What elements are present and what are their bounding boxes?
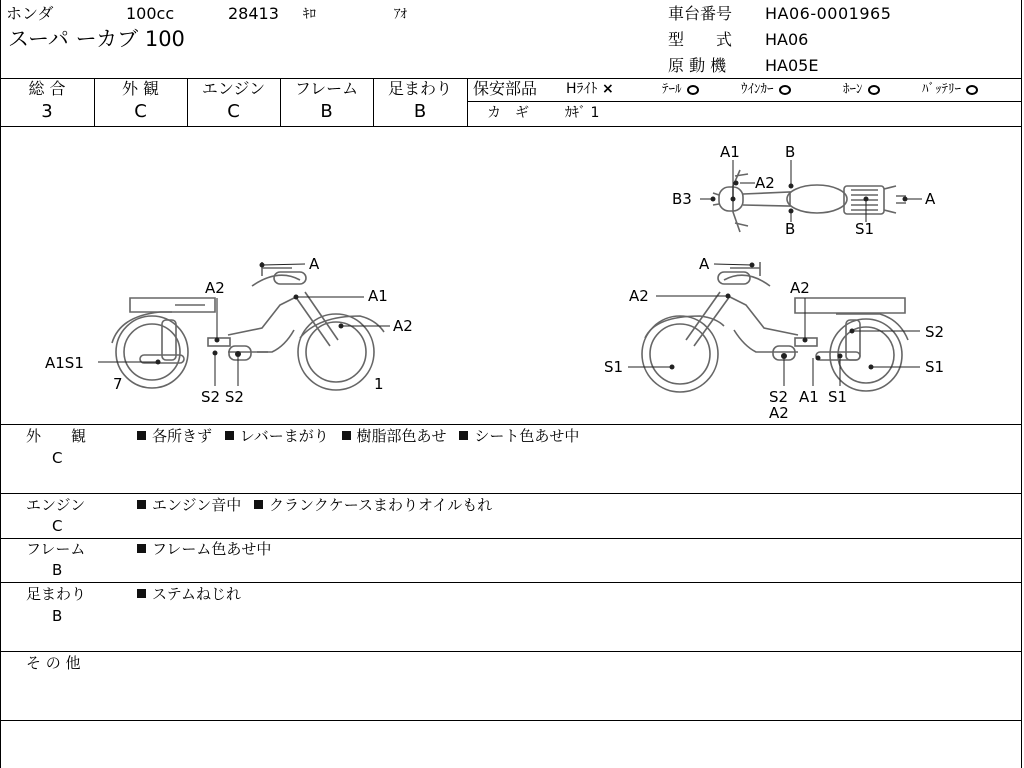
left-label: A1 — [368, 287, 388, 305]
bullet-square-icon — [137, 544, 146, 553]
bullet-square-icon — [225, 431, 234, 440]
note-item: 樹脂部色あせ — [356, 427, 447, 445]
right-label: A2 — [769, 404, 789, 422]
ok-circle-icon — [687, 85, 699, 95]
left-label: A2 — [393, 317, 413, 335]
note-category: 外 観 — [26, 427, 87, 445]
type-value: HA06 — [765, 30, 809, 49]
note-items-frame — [137, 542, 271, 557]
note-category: フレーム — [26, 540, 86, 558]
note-grade: C — [52, 517, 63, 535]
engine-label: 原 動 機 — [668, 56, 727, 75]
bullet-square-icon — [459, 431, 468, 440]
diagram-bottom — [0, 424, 1022, 425]
bullet-square-icon — [137, 500, 146, 509]
grade-engine: C — [227, 101, 240, 122]
mileage-unit: ｷﾛ — [303, 7, 316, 22]
model-name: スーパ ーカブ 100 — [8, 27, 185, 51]
right-label: S2 — [925, 323, 945, 341]
top-label: S1 — [855, 220, 875, 238]
note-item: エンジン音中 — [152, 496, 242, 514]
winker-label: ｳｲﾝｶｰ — [741, 82, 774, 97]
grade-header-exterior: 外 観 — [121, 79, 160, 98]
notes-divider — [0, 582, 1022, 583]
note-grade: B — [52, 561, 63, 579]
grade-header-overall: 総 合 — [28, 79, 66, 98]
notes-divider — [0, 493, 1022, 494]
safety-item-battery — [922, 83, 978, 96]
bullet-square-icon — [254, 500, 263, 509]
grade-header-suspension: 足まわり — [387, 79, 452, 98]
right-label: A2 — [629, 287, 649, 305]
right-label: S1 — [925, 358, 945, 376]
note-item: ステムねじれ — [152, 585, 241, 603]
motorcycle-top-view — [713, 170, 906, 232]
maker: ホンダ — [6, 4, 54, 23]
safety-title: 保安部品 — [473, 79, 538, 98]
left-label: A1S1 — [45, 354, 84, 372]
horn-label: ﾎｰﾝ — [843, 82, 863, 97]
type-label: 型 式 — [668, 30, 733, 49]
top-label: A2 — [755, 174, 775, 192]
top-label: B — [785, 143, 796, 161]
note-grade: B — [52, 607, 63, 625]
mileage: 28413 — [228, 4, 279, 23]
note-items-exterior — [137, 429, 579, 444]
grade-header-engine: エンジン — [201, 79, 266, 98]
right-label: A2 — [790, 279, 810, 297]
grade-header-frame: フレーム — [294, 79, 359, 98]
left-label: S2 S2 — [201, 388, 244, 406]
engine-value: HA05E — [765, 56, 819, 75]
right-label: S1 — [828, 388, 848, 406]
note-item: フレーム色あせ中 — [152, 540, 272, 558]
left-label: A2 — [205, 279, 225, 297]
grade-divider — [467, 78, 468, 126]
top-label: A — [925, 190, 936, 208]
right-label: A — [699, 255, 710, 273]
ok-circle-icon — [966, 85, 978, 95]
bullet-square-icon — [137, 431, 146, 440]
safety-divider — [467, 101, 1022, 102]
notes-divider — [0, 651, 1022, 652]
top-label: B3 — [672, 190, 692, 208]
headlight-mark: × — [601, 81, 614, 97]
bullet-square-icon — [342, 431, 351, 440]
right-label: A1 — [799, 388, 819, 406]
note-grade: C — [52, 449, 63, 467]
frame-no-label: 車台番号 — [668, 4, 733, 23]
headlight-label: Hﾗｲﾄ — [566, 81, 598, 97]
note-items-suspension — [137, 587, 241, 602]
motorcycle-right-view — [642, 262, 908, 392]
bullet-square-icon — [137, 589, 146, 598]
grade-overall: 3 — [41, 101, 53, 122]
top-view-labels — [672, 143, 936, 238]
left-label: 1 — [374, 375, 384, 393]
grade-exterior: C — [134, 101, 147, 122]
top-label: A1 — [720, 143, 740, 161]
grade-frame: B — [320, 101, 333, 122]
key-label: カ ギ — [487, 105, 529, 121]
note-category: エンジン — [26, 496, 86, 514]
safety-item-winker — [741, 83, 791, 96]
safety-item-headlight — [566, 82, 614, 96]
right-label: S2 — [769, 388, 789, 406]
safety-item-horn — [843, 83, 880, 96]
frame-no: HA06-0001965 — [765, 4, 892, 23]
displacement: 100cc — [126, 4, 175, 23]
left-view-leaders — [98, 264, 390, 386]
note-item: シート色あせ中 — [474, 427, 580, 445]
note-item: レバーまがり — [239, 427, 329, 445]
note-items-engine — [137, 498, 492, 513]
notes-divider — [0, 538, 1022, 539]
top-label: B — [785, 220, 796, 238]
left-label: A — [309, 255, 320, 273]
notes-divider — [0, 720, 1022, 721]
tail-label: ﾃｰﾙ — [662, 82, 682, 97]
safety-item-tail — [662, 83, 699, 96]
note-category: 足まわり — [26, 585, 87, 603]
note-item: 各所きず — [152, 427, 213, 445]
battery-label: ﾊﾞｯﾃﾘｰ — [922, 82, 961, 97]
note-category-other: そ の 他 — [26, 654, 81, 672]
right-label: S1 — [604, 358, 624, 376]
damage-diagram — [0, 127, 1022, 424]
grade-suspension: B — [413, 101, 427, 122]
color-value: ｱｵ — [394, 7, 407, 22]
ok-circle-icon — [868, 85, 880, 95]
left-label: 7 — [113, 375, 123, 393]
ok-circle-icon — [779, 85, 791, 95]
note-item: クランクケースまわりオイルもれ — [269, 496, 493, 514]
key-value: ｶｷﾞ 1 — [565, 105, 600, 121]
